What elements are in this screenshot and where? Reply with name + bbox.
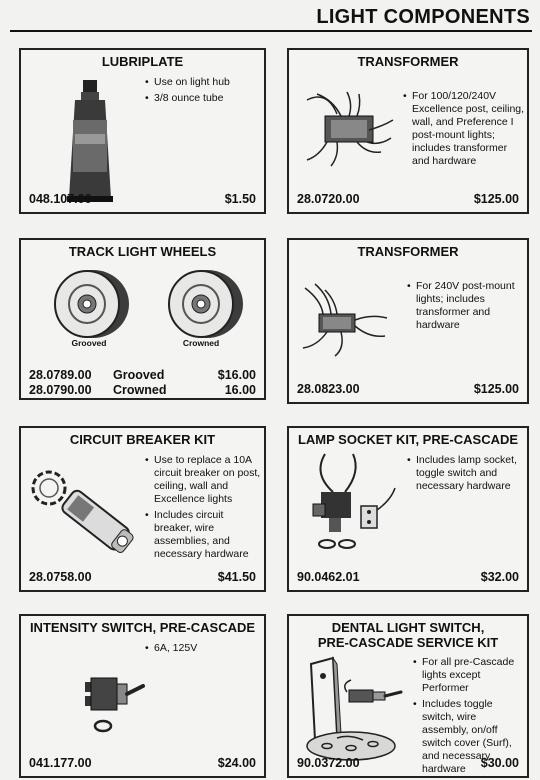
variant-sku: 28.0789.00 bbox=[29, 368, 92, 382]
bullet-item: • Includes lamp socket, toggle switch and necessary hardware bbox=[407, 454, 525, 493]
lubricant-tube-icon bbox=[61, 80, 121, 210]
variant-row bbox=[29, 383, 256, 398]
product-card-lubriplate bbox=[19, 48, 266, 214]
bullet-item: • 3/8 ounce tube bbox=[145, 92, 261, 105]
product-price: $125.00 bbox=[473, 192, 519, 206]
variant-price: $16.00 bbox=[217, 368, 256, 382]
product-card-transformer-2 bbox=[287, 238, 529, 404]
bullet-item: • For all pre-Cascade lights except Performer bbox=[413, 656, 525, 695]
switch-kit-icon bbox=[297, 654, 409, 764]
variant-price: 16.00 bbox=[224, 383, 256, 397]
product-bullets bbox=[407, 280, 525, 335]
product-card-circuit-breaker-kit bbox=[19, 426, 266, 592]
variant-name: Grooved bbox=[113, 368, 165, 382]
toggle-switch-icon bbox=[77, 660, 147, 740]
product-price: $32.00 bbox=[480, 570, 519, 584]
transformer-icon bbox=[297, 90, 397, 170]
transformer-icon bbox=[297, 280, 393, 360]
product-price: $1.50 bbox=[224, 192, 256, 206]
product-sku: 90.0372.00 bbox=[297, 756, 360, 770]
bullet-item: • For 240V post-mount lights; includes transformer and hardware bbox=[407, 280, 525, 332]
product-card-track-light-wheels bbox=[19, 238, 266, 400]
product-title: INTENSITY SWITCH, PRE-CASCADE bbox=[29, 620, 256, 635]
product-price: $125.00 bbox=[473, 382, 519, 396]
wheel-caption: Crowned bbox=[182, 338, 220, 348]
product-title: LUBRIPLATE bbox=[101, 54, 184, 69]
product-title: TRANSFORMER bbox=[357, 244, 459, 259]
wheel-caption: Grooved bbox=[71, 338, 107, 348]
product-card-transformer-1 bbox=[287, 48, 529, 214]
product-title: TRACK LIGHT WHEELS bbox=[68, 244, 217, 259]
product-sku: 28.0720.00 bbox=[297, 192, 360, 206]
bullet-item: • Includes circuit breaker, wire assemblies, and necessary hardware bbox=[145, 509, 263, 561]
bullet-item: • Use to replace a 10A circuit breaker on post, ceiling, wall and Excellence lights bbox=[145, 454, 263, 506]
product-sku: 90.0462.01 bbox=[297, 570, 360, 584]
product-bullets bbox=[407, 454, 525, 496]
variant-row bbox=[29, 368, 256, 383]
product-card-dental-light-switch-kit bbox=[287, 614, 529, 778]
circuit-breaker-icon bbox=[27, 458, 145, 562]
product-title: TRANSFORMER bbox=[357, 54, 459, 69]
product-bullets bbox=[403, 90, 525, 171]
header-rule bbox=[10, 30, 532, 32]
product-card-intensity-switch bbox=[19, 614, 266, 778]
product-price: $30.00 bbox=[480, 756, 519, 770]
page-header bbox=[0, 0, 540, 34]
wheel-icon bbox=[163, 266, 247, 342]
product-price: $41.50 bbox=[217, 570, 256, 584]
bullet-item: • 6A, 125V bbox=[145, 642, 263, 655]
wheel-icon bbox=[49, 266, 133, 342]
bullet-item: • For 100/120/240V Excellence post, ceiling, wall, and Preference I post-mount lights; includes transformer and hardware bbox=[403, 90, 525, 168]
product-sku: 048.107.00 bbox=[29, 192, 92, 206]
product-bullets bbox=[145, 76, 261, 108]
product-bullets bbox=[145, 642, 263, 658]
variant-name: Crowned bbox=[113, 383, 167, 397]
page-title: LIGHT COMPONENTS bbox=[316, 6, 530, 28]
title-line: PRE-CASCADE SERVICE KIT bbox=[317, 635, 499, 650]
lamp-socket-icon bbox=[299, 452, 399, 556]
product-title bbox=[289, 620, 527, 650]
bullet-item: • Includes toggle switch, wire assembly, on/off switch cover (Surf), and necessary hardware bbox=[413, 698, 525, 776]
title-line: DENTAL LIGHT SWITCH, bbox=[331, 620, 485, 635]
product-sku: 28.0758.00 bbox=[29, 570, 92, 584]
product-bullets bbox=[145, 454, 263, 564]
variant-sku: 28.0790.00 bbox=[29, 383, 92, 397]
product-card-lamp-socket-kit bbox=[287, 426, 529, 592]
product-sku: 28.0823.00 bbox=[297, 382, 360, 396]
product-title: CIRCUIT BREAKER KIT bbox=[69, 432, 216, 447]
product-price: $24.00 bbox=[217, 756, 256, 770]
product-title: LAMP SOCKET KIT, PRE-CASCADE bbox=[297, 432, 519, 447]
bullet-item: • Use on light hub bbox=[145, 76, 261, 89]
product-sku: 041.177.00 bbox=[29, 756, 92, 770]
